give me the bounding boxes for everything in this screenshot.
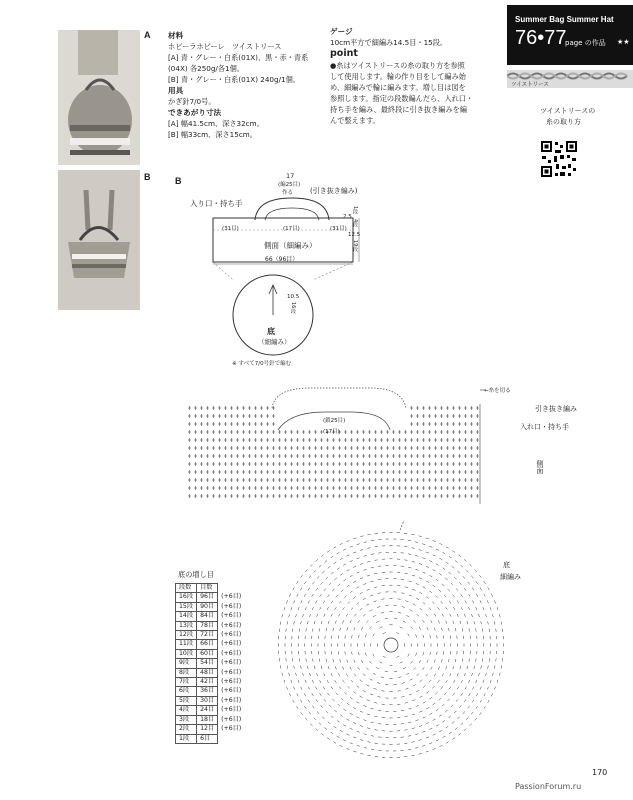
table-cell-inc: (+6目): [221, 649, 242, 657]
chart-bottom-label: 底: [503, 561, 510, 569]
needle-note: ※ すべて7/0号針で編む: [232, 361, 292, 367]
table-cell-sts: 54目: [197, 659, 218, 668]
table-cell-row: 10段: [176, 649, 197, 658]
table-row: [176, 668, 245, 677]
yarn-strip-label: ツイストリース: [511, 82, 549, 88]
cut-yarn-label: ←糸を切る: [484, 388, 511, 394]
table-cell-sts: 60目: [197, 649, 218, 658]
stitch-chart-side: [180, 382, 520, 507]
yarn-strip: [507, 70, 633, 88]
header-stars: ★★: [617, 38, 630, 46]
gauge-text: 10cm平方で細編み14.5目・15段。: [330, 38, 448, 47]
tools-text: かぎ針7/0号。: [168, 97, 216, 106]
point-line-6: んで整えます。: [330, 116, 380, 125]
table-cell-sts: 42目: [197, 678, 218, 687]
gauge-heading: ゲージ: [330, 27, 353, 36]
col-sts: 目数: [197, 584, 218, 593]
col-rows: 段数: [176, 584, 197, 593]
size-a: [A] 幅41.5cm、深さ32cm。: [168, 119, 264, 128]
table-cell-inc: (+6目): [221, 725, 242, 733]
tools-heading: 用具: [168, 86, 184, 95]
table-row: [176, 706, 245, 715]
table-cell-inc: (+6目): [221, 631, 242, 639]
watermark: PassionForum.ru: [515, 782, 582, 791]
table-cell-sts: 84目: [197, 612, 218, 621]
stitch-chart-bottom: [278, 520, 508, 765]
point-heading: point: [330, 48, 358, 59]
dim-12-5: 12.5: [348, 232, 361, 238]
table-cell-sts: 6目: [197, 734, 218, 743]
table-cell-inc: (+6目): [221, 696, 242, 704]
table-cell-sts: 66目: [197, 640, 218, 649]
table-cell-sts: 30目: [197, 696, 218, 705]
table-cell-row: 12段: [176, 631, 197, 640]
table-cell-row: 9段: [176, 659, 197, 668]
chart-side-label: 側面: [536, 460, 544, 474]
table-row: [176, 696, 245, 705]
table-cell-inc: (+6目): [221, 659, 242, 667]
qr-caption-line1: ツイストリースの: [540, 107, 596, 115]
point-line-3: め、細編みで輪に編みます。増し目は図を: [330, 83, 466, 92]
table-row: [176, 659, 245, 668]
table-cell-inc: (+6目): [221, 678, 242, 686]
photo-b: [58, 170, 140, 310]
materials-a-line1: [A] 青・グレー・白系(01X)、黒・赤・青系: [168, 53, 309, 62]
gauge-section: [330, 26, 490, 126]
circumference-label: 66（96目）: [265, 256, 299, 263]
side-31-left: (31目): [222, 226, 239, 232]
table-cell-row: 6段: [176, 687, 197, 696]
table-cell-sts: 18目: [197, 715, 218, 724]
table-cell-sts: 72目: [197, 631, 218, 640]
table-row: [176, 715, 245, 724]
table-row: [176, 593, 245, 602]
table-cell-row: 14段: [176, 612, 197, 621]
qr-code[interactable]: [540, 140, 578, 178]
table-cell-row: 11段: [176, 640, 197, 649]
chart-c17: (17目): [323, 429, 340, 435]
chart-bottom-sub: 細編み: [500, 573, 521, 581]
photo-a: [58, 30, 140, 165]
table-cell-sts: 78目: [197, 621, 218, 630]
table-cell-row: 1段: [176, 734, 197, 743]
table-cell-row: 13段: [176, 621, 197, 630]
table-cell-row: 4段: [176, 706, 197, 715]
table-cell-inc: (+6目): [221, 706, 242, 714]
size-heading: できあがり寸法: [168, 108, 222, 117]
point-line-5: 持ち手を編み、最終段に引き抜き編みを編: [330, 105, 467, 114]
increase-table: [175, 583, 245, 744]
table-cell-sts: 24目: [197, 706, 218, 715]
table-cell-row: 5段: [176, 696, 197, 705]
side-31-right: (31目): [330, 226, 347, 232]
dim-4rows: 4段: [352, 219, 358, 228]
table-cell-inc: (+6目): [221, 668, 242, 676]
table-cell-row: 2段: [176, 725, 197, 734]
table-cell-row: 3段: [176, 715, 197, 724]
point-line-2: して使用します。輪の作り目をして編み始: [330, 72, 466, 81]
chart-c25: (鎖25目): [323, 418, 346, 424]
header-series: Summer Bag Summer Hat: [515, 15, 614, 24]
side-17: (17目): [283, 226, 300, 232]
point-line-1: ●糸はツイストリースの糸の取り方を参照: [330, 61, 465, 70]
dim-19rows: 19段: [352, 240, 358, 252]
table-cell-row: 7段: [176, 678, 197, 687]
materials-a-line2: (04X) 各250g/各1個。: [168, 64, 244, 73]
dim-1row: 1段: [352, 206, 358, 215]
materials-yarn: ホビーラホビーレ ツイストリース: [168, 42, 282, 51]
materials-b-line: [B] 青・グレー・白系(01X) 240g/1個。: [168, 75, 300, 84]
handle-width: 17: [286, 172, 295, 180]
side-label: 側面（細編み）: [264, 241, 317, 250]
point-line-4: 参照します。指定の段数編んだら、入れ口・: [330, 94, 474, 103]
increase-table-title: 底の増し目: [178, 570, 214, 579]
table-cell-inc: (+6目): [221, 593, 242, 601]
header-page-suffix: page の作品: [565, 39, 606, 47]
materials-section: [168, 30, 328, 140]
table-cell-sts: 36目: [197, 687, 218, 696]
table-cell-inc: (+6目): [221, 640, 242, 648]
table-row: [176, 687, 245, 696]
table-cell-inc: (+6目): [221, 715, 242, 723]
table-row: [176, 631, 245, 640]
table-cell-sts: 12目: [197, 725, 218, 734]
table-cell-row: 8段: [176, 668, 197, 677]
table-cell-sts: 96目: [197, 593, 218, 602]
chart-opening-label: 入れ口・持ち手: [520, 423, 569, 431]
handle-rows: 作る: [282, 190, 294, 196]
diagram-label-b: B: [175, 176, 182, 186]
qr-caption-line2: 糸の取り方: [546, 118, 581, 126]
table-cell-row: 15段: [176, 602, 197, 611]
photo-a-label: A: [144, 30, 151, 40]
table-header-row: [176, 584, 245, 593]
table-row: [176, 640, 245, 649]
table-row: [176, 602, 245, 611]
header-pages: 76•77: [515, 27, 567, 49]
table-cell-inc: (+6目): [221, 621, 242, 629]
table-row: [176, 612, 245, 621]
materials-heading: 材料: [168, 31, 184, 40]
table-row: [176, 734, 245, 743]
table-row: [176, 678, 245, 687]
bottom-label: 底: [267, 327, 275, 336]
header-box: [507, 5, 633, 65]
table-cell-inc: (+6目): [221, 687, 242, 695]
radius-label: 10.5: [287, 294, 300, 300]
table-cell-inc: (+6目): [221, 612, 242, 620]
table-cell-row: 16段: [176, 593, 197, 602]
page-number: 170: [592, 768, 608, 777]
col-inc: [218, 584, 245, 593]
table-row: [176, 725, 245, 734]
table-row: [176, 649, 245, 658]
table-cell-sts: 90目: [197, 602, 218, 611]
chart-slip-label: 引き抜き編み: [535, 405, 577, 413]
radius-rows: 16段: [290, 302, 296, 314]
table-cell-sts: 48目: [197, 668, 218, 677]
dim-2-5: 2.5: [343, 214, 352, 220]
slip-stitch-label: (引き抜き編み): [310, 187, 358, 195]
table-cell-inc: [218, 734, 245, 743]
photo-b-label: B: [144, 172, 151, 182]
opening-label: 入り口・持ち手: [190, 199, 243, 208]
table-cell-inc: (+6目): [221, 602, 242, 610]
bottom-sub: （細編み）: [258, 338, 291, 346]
size-b: [B] 幅33cm、深さ15cm。: [168, 130, 257, 139]
table-row: [176, 621, 245, 630]
handle-stitches: (編25目): [278, 182, 301, 188]
